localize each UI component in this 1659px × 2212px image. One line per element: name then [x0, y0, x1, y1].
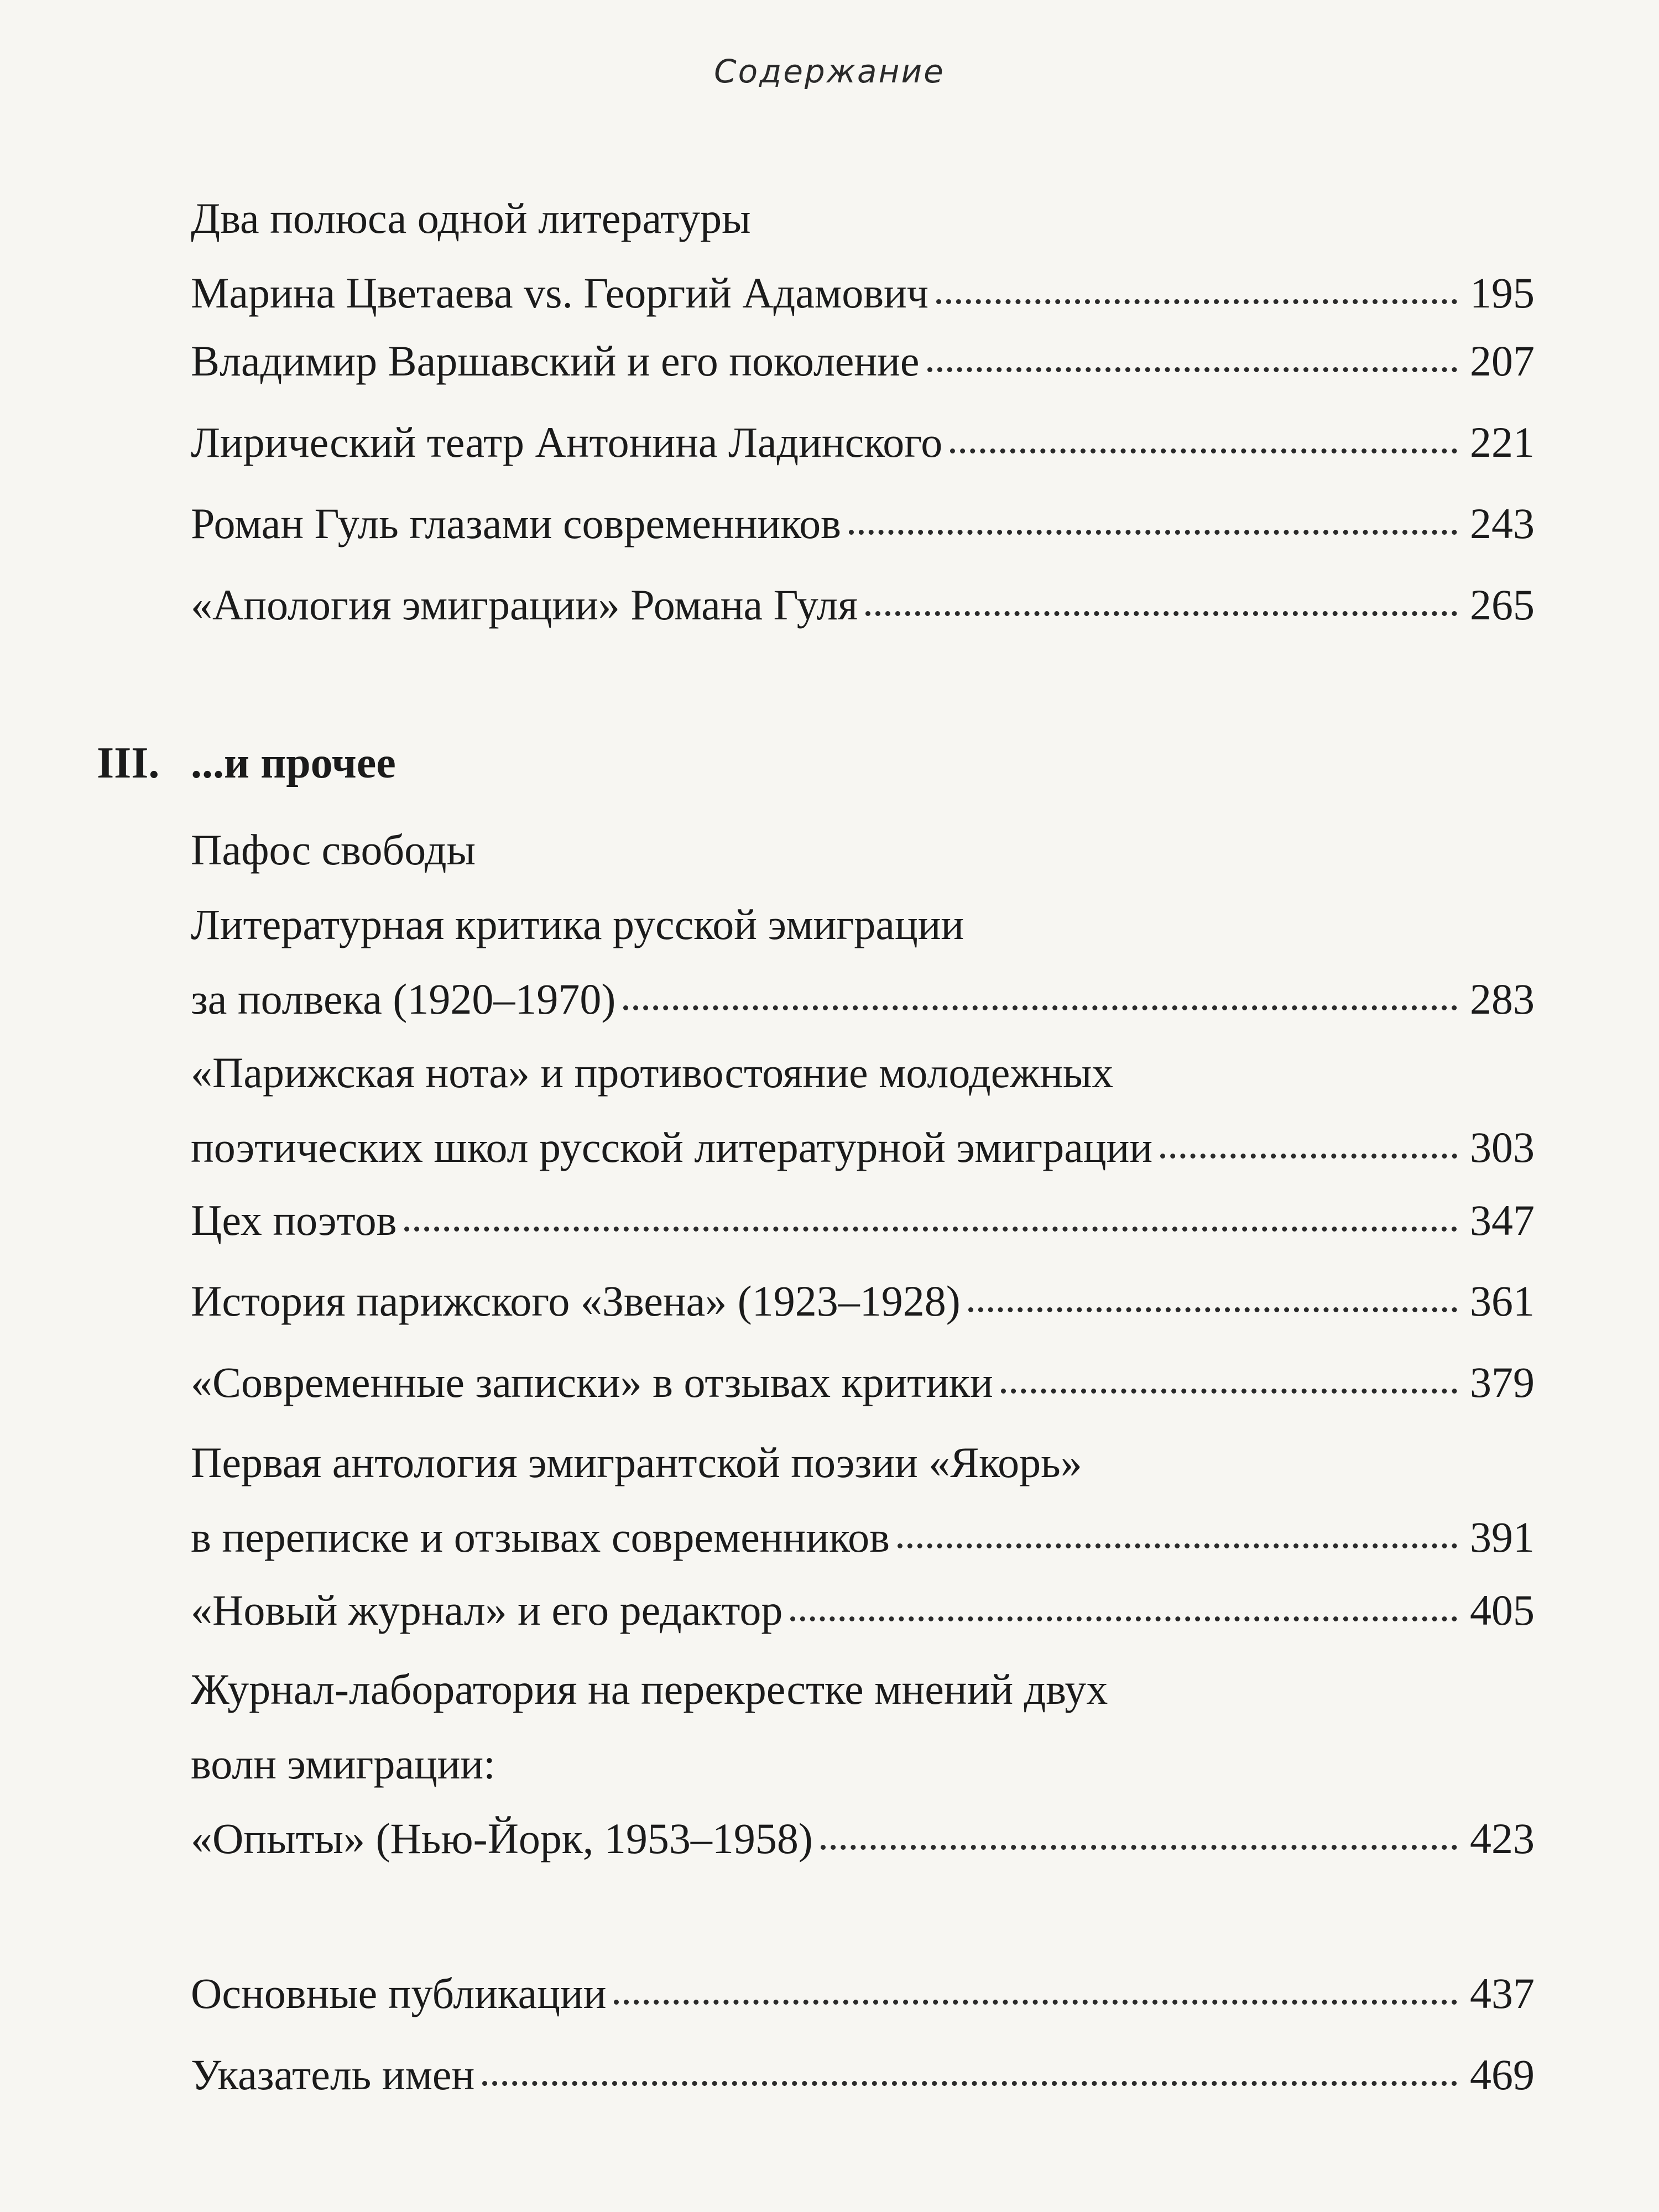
toc-entry	[191, 188, 1535, 344]
toc-page-number: 469	[1470, 2051, 1535, 2099]
toc-entry-title: «Апология эмиграции» Романа Гуля	[191, 581, 858, 629]
toc-entry-line	[191, 1734, 1535, 1808]
dot-leader	[936, 299, 1457, 304]
toc-page-number: 207	[1470, 337, 1535, 385]
dot-leader	[1160, 1154, 1457, 1159]
dot-leader	[927, 367, 1457, 372]
toc-entry-title: Владимир Варшавский и его поколение	[191, 337, 920, 385]
toc-entry	[191, 575, 1535, 656]
section-heading	[97, 738, 396, 789]
dot-leader	[404, 1227, 1457, 1232]
toc-entry	[191, 412, 1535, 493]
toc-entry-title: поэтических школ русской литературной эмиграции	[191, 1123, 1153, 1171]
toc-entry	[191, 1963, 1535, 2044]
toc-entry-title: Литературная критика русской эмиграции	[191, 900, 964, 948]
dot-leader	[790, 1616, 1457, 1621]
toc-page-number: 405	[1470, 1586, 1535, 1634]
dot-leader	[865, 611, 1457, 616]
toc-entry-title: Марина Цветаева vs. Георгий Адамович	[191, 269, 928, 317]
toc-entry-title: Роман Гуль глазами современников	[191, 499, 841, 547]
toc-page-number: 265	[1470, 581, 1535, 629]
dot-leader	[614, 2000, 1457, 2005]
toc-entry-title: «Новый журнал» и его редактор	[191, 1586, 783, 1634]
toc-entry-title: «Парижская нота» и противостояние молодежных	[191, 1048, 1114, 1097]
toc-entry-title: Журнал-лаборатория на перекрестке мнений двух	[191, 1665, 1108, 1713]
toc-page-number: 391	[1470, 1513, 1535, 1561]
toc-entry-title: Пафос свободы	[191, 826, 476, 874]
toc-entry	[191, 1042, 1535, 1198]
toc-entry-title: Лирический театр Антонина Ладинского	[191, 418, 943, 466]
dot-leader	[968, 1307, 1457, 1312]
section-title: ...и прочее	[191, 739, 396, 787]
toc-entry-line	[191, 412, 1535, 493]
toc-page-number: 379	[1470, 1358, 1535, 1406]
toc-entry-title: Два полюса одной литературы	[191, 194, 751, 242]
toc-entry	[191, 820, 1535, 1050]
toc-entry-title: «Опыты» (Нью-Йорк, 1953–1958)	[191, 1814, 813, 1863]
toc-entry-title: История парижского «Звена» (1923–1928)	[191, 1277, 961, 1325]
toc-entry-line	[191, 969, 1535, 1050]
toc-entry	[191, 1659, 1535, 1890]
toc-entry-title: Указатель имен	[191, 2051, 475, 2099]
toc-entry-line	[191, 1808, 1535, 1890]
toc-entry-title: Первая антология эмигрантской поэзии «Якорь»	[191, 1438, 1082, 1486]
toc-entry	[191, 1271, 1535, 1352]
toc-entry-line	[191, 1271, 1535, 1352]
dot-leader	[482, 2081, 1457, 2086]
toc-page-number: 283	[1470, 975, 1535, 1023]
dot-leader	[821, 1845, 1457, 1850]
toc-entry-line	[191, 1507, 1535, 1588]
toc-entry	[191, 331, 1535, 412]
toc-entry	[191, 2044, 1535, 2126]
toc-entry-line	[191, 1963, 1535, 2044]
toc-page-number: 243	[1470, 499, 1535, 547]
dot-leader	[950, 448, 1457, 453]
toc-page-number: 347	[1470, 1196, 1535, 1244]
toc-entry-line	[191, 575, 1535, 656]
dot-leader	[1001, 1389, 1457, 1394]
toc-entry-title: волн эмиграции:	[191, 1740, 495, 1788]
toc-entry-title: в переписке и отзывах современников	[191, 1513, 890, 1561]
toc-entry	[191, 1580, 1535, 1661]
toc-page-number: 303	[1470, 1123, 1535, 1171]
dot-leader	[623, 1005, 1457, 1010]
toc-entry	[191, 1352, 1535, 1433]
toc-entry-title: «Современные записки» в отзывах критики	[191, 1358, 993, 1406]
toc-entry	[191, 1190, 1535, 1271]
dot-leader	[898, 1543, 1457, 1548]
toc-page-number: 195	[1470, 269, 1535, 317]
toc-entry-line	[191, 1432, 1535, 1507]
toc-entry-line	[191, 894, 1535, 969]
toc-entry-title: Цех поэтов	[191, 1196, 397, 1244]
toc-entry-line	[191, 1042, 1535, 1117]
toc-entry-line	[191, 493, 1535, 575]
toc-entry	[191, 493, 1535, 575]
toc-entry-line	[191, 188, 1535, 263]
section-number: III.	[97, 739, 160, 787]
toc-entry-title: Основные публикации	[191, 1969, 607, 2017]
toc-entry-line	[191, 2044, 1535, 2126]
toc-entry	[191, 1432, 1535, 1588]
toc-page-number: 437	[1470, 1969, 1535, 2017]
toc-page-number: 221	[1470, 418, 1535, 466]
toc-entry-line	[191, 1580, 1535, 1661]
running-head: Содержание	[714, 53, 945, 90]
toc-page-number: 423	[1470, 1814, 1535, 1863]
toc-entry-line	[191, 1117, 1535, 1198]
toc-entry-line	[191, 1190, 1535, 1271]
toc-entry-line	[191, 1659, 1535, 1734]
toc-entry-line	[191, 820, 1535, 894]
toc-entry-line	[191, 331, 1535, 412]
toc-entry-title: за полвека (1920–1970)	[191, 975, 616, 1023]
toc-page-number: 361	[1470, 1277, 1535, 1325]
toc-entry-line	[191, 1352, 1535, 1433]
dot-leader	[849, 530, 1457, 535]
